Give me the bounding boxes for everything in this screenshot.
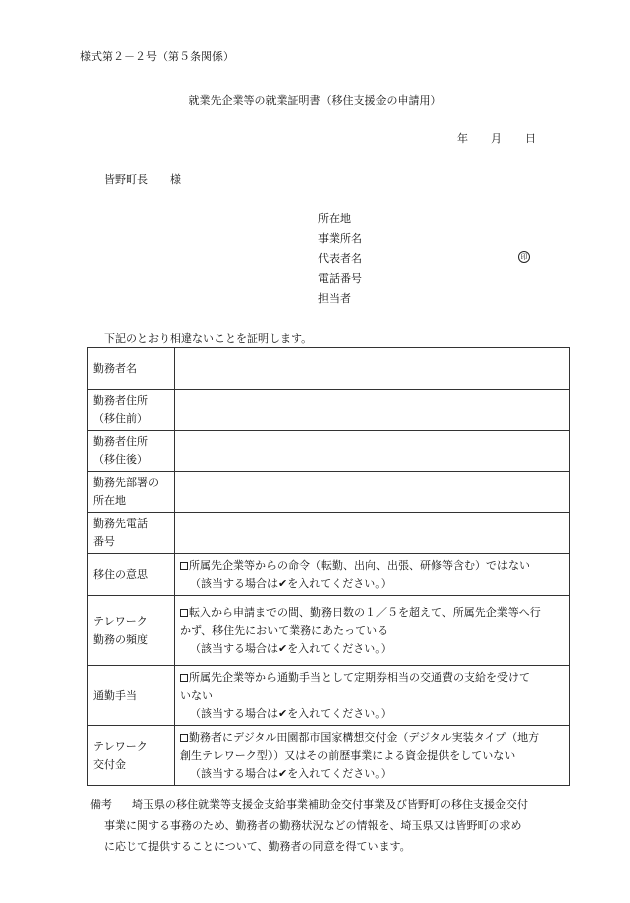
issuer-block: [318, 209, 362, 309]
checkbox-text: 所属先企業等からの命令（転勤、出向、出張、研修等含む）ではない: [189, 558, 530, 572]
table-row: [88, 431, 570, 472]
row-label-line: 移住の意思: [93, 567, 148, 581]
row-label: [88, 472, 175, 513]
certification-table: [87, 347, 570, 786]
row-label: [88, 431, 175, 472]
row-label: [88, 348, 175, 390]
checkbox-line: [180, 604, 564, 622]
row-value-blank[interactable]: [175, 390, 570, 431]
table-row: [88, 666, 570, 726]
row-value-blank[interactable]: [175, 513, 570, 554]
row-label-line: 勤務先部署の: [93, 476, 159, 489]
row-label-line: 勤務者住所: [93, 394, 148, 407]
seal-mark: 印: [518, 251, 530, 263]
checkbox-line: [180, 557, 564, 575]
table-row: [88, 554, 570, 596]
checkbox-text-continued: 創生テレワーク型））又はその前歴事業による資金提供をしていない: [180, 748, 516, 762]
row-label-line: 勤務者名: [93, 361, 137, 375]
addressee-name: 皆野町長: [104, 173, 148, 186]
checkbox-instruction: （該当する場合は✔を入れてください。）: [190, 576, 392, 590]
row-value-blank[interactable]: [175, 348, 570, 390]
form-number: 様式第２－２号（第５条関係）: [80, 50, 234, 63]
remarks: [90, 794, 570, 857]
issuer-field-representative: 代表者名: [318, 252, 362, 265]
checkbox[interactable]: [180, 734, 188, 742]
row-value: [175, 554, 570, 596]
row-value-blank[interactable]: [175, 472, 570, 513]
checkbox-text: 所属先企業等から通勤手当として定期券相当の交通費の支給を受けて: [189, 670, 530, 684]
row-label: [88, 666, 175, 726]
row-label-line: テレワーク: [93, 614, 148, 628]
row-label-line: 勤務先電話: [93, 517, 148, 530]
checkbox[interactable]: [180, 562, 188, 570]
addressee: [104, 171, 181, 187]
date-line: [457, 130, 536, 146]
checkbox-line: [180, 729, 564, 747]
table-row: [88, 513, 570, 554]
row-label-line: 所在地: [93, 494, 126, 507]
remarks-label: 備考: [90, 798, 112, 811]
checkbox[interactable]: [180, 609, 188, 617]
row-label-line: 通勤手当: [93, 688, 137, 702]
row-label: [88, 390, 175, 431]
checkbox-text: 転入から申請までの間、勤務日数の１／５を超えて、所属先企業等へ行: [189, 605, 541, 619]
checkbox[interactable]: [180, 674, 188, 682]
issuer-field-office-name: 事業所名: [318, 232, 362, 245]
table-row: [88, 726, 570, 786]
row-value: [175, 666, 570, 726]
row-label-line: （移住前）: [93, 412, 148, 425]
row-label: [88, 596, 175, 666]
row-value-blank[interactable]: [175, 431, 570, 472]
checkbox-text-continued: いない: [180, 688, 213, 702]
checkbox-line: [180, 669, 564, 687]
issuer-field-contact: 担当者: [318, 292, 351, 305]
document-title: 就業先企業等の就業証明書（移住支援金の申請用）: [188, 94, 442, 107]
row-label-line: 番号: [93, 535, 115, 548]
addressee-suffix: 様: [170, 173, 181, 186]
issuer-field-address: 所在地: [318, 212, 351, 225]
table-row: [88, 348, 570, 390]
date-day-label: 日: [525, 132, 536, 145]
row-label-line: （移住後）: [93, 453, 148, 466]
issuer-field-phone: 電話番号: [318, 272, 362, 285]
row-label: [88, 726, 175, 786]
checkbox-instruction: （該当する場合は✔を入れてください。）: [190, 766, 392, 780]
checkbox-text-continued: かず、移住先において業務にあたっている: [180, 623, 389, 637]
row-label: [88, 513, 175, 554]
table-row: [88, 596, 570, 666]
checkbox-instruction: （該当する場合は✔を入れてください。）: [190, 641, 392, 655]
row-label: [88, 554, 175, 596]
row-value: [175, 726, 570, 786]
checkbox-text: 勤務者にデジタル田園都市国家構想交付金（デジタル実装タイプ（地方: [189, 730, 540, 744]
remarks-line: に応じて提供することについて、勤務者の同意を得ています。: [104, 840, 411, 853]
table-row: [88, 472, 570, 513]
checkbox-instruction: （該当する場合は✔を入れてください。）: [190, 706, 392, 720]
table-row: [88, 390, 570, 431]
certification-statement: 下記のとおり相違ないことを証明します。: [104, 332, 313, 345]
row-label-line: 交付金: [93, 757, 126, 771]
remarks-line: 事業に関する事務のため、勤務者の勤務状況などの情報を、埼玉県又は皆野町の求め: [104, 819, 522, 832]
row-label-line: 勤務者住所: [93, 435, 148, 448]
date-month-label: 月: [491, 132, 502, 145]
row-value: [175, 596, 570, 666]
date-year-label: 年: [457, 132, 468, 145]
row-label-line: 勤務の頻度: [93, 632, 148, 646]
remarks-line: 埼玉県の移住就業等支援金支給事業補助金交付事業及び皆野町の移住支援金交付: [132, 798, 528, 811]
row-label-line: テレワーク: [93, 739, 148, 753]
